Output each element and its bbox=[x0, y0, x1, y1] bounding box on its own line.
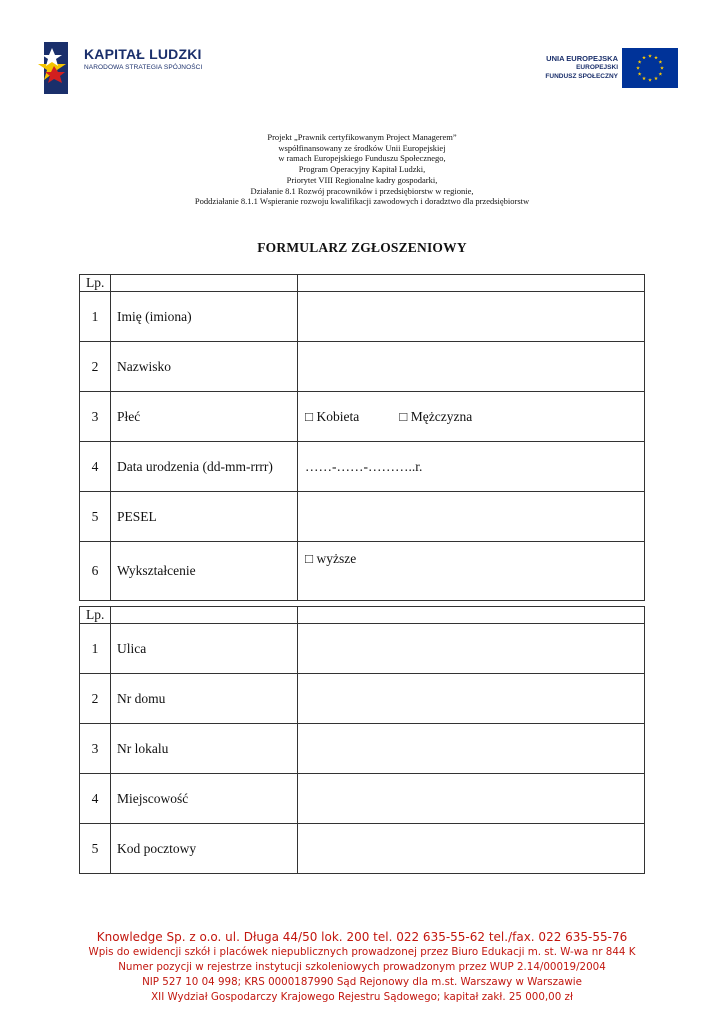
gender-female-checkbox[interactable]: □ Kobieta bbox=[305, 408, 360, 424]
table-row bbox=[80, 442, 645, 492]
eu-line-3: FUNDUSZ SPOŁECZNY bbox=[545, 73, 618, 80]
footer-line: XII Wydział Gospodarczy Krajowego Rejestru Sądowego; kapitał zakł. 25 000,00 zł bbox=[151, 991, 573, 1003]
first-name-field[interactable] bbox=[298, 292, 645, 342]
row-number: 3 bbox=[80, 724, 111, 774]
table-row bbox=[80, 342, 645, 392]
table-row bbox=[80, 824, 645, 874]
table-row bbox=[80, 774, 645, 824]
row-number: 6 bbox=[80, 542, 111, 601]
table-header-row bbox=[80, 607, 645, 624]
apartment-number-field[interactable] bbox=[298, 724, 645, 774]
table-row bbox=[80, 292, 645, 342]
kapital-ludzki-logo bbox=[38, 42, 208, 98]
project-description bbox=[0, 132, 724, 207]
row-label: Data urodzenia (dd-mm-rrrr) bbox=[111, 442, 298, 492]
kapital-ludzki-subtitle: NARODOWA STRATEGIA SPÓJNOŚCI bbox=[84, 64, 203, 71]
row-label: Płeć bbox=[111, 392, 298, 442]
street-field[interactable] bbox=[298, 624, 645, 674]
row-label: Ulica bbox=[111, 624, 298, 674]
row-number: 4 bbox=[80, 774, 111, 824]
table-header-row bbox=[80, 275, 645, 292]
table-row bbox=[80, 724, 645, 774]
postal-code-field[interactable] bbox=[298, 824, 645, 874]
eu-flag-icon bbox=[622, 48, 678, 88]
row-label: Wykształcenie bbox=[111, 542, 298, 601]
gender-field bbox=[298, 392, 645, 442]
header-cell bbox=[111, 607, 298, 624]
table-row bbox=[80, 674, 645, 724]
footer-line: Knowledge Sp. z o.o. ul. Długa 44/50 lok. 200 tel. 022 635-55-62 tel./fax. 022 635-55-76 bbox=[96, 930, 628, 944]
row-label: Nr domu bbox=[111, 674, 298, 724]
row-number: 2 bbox=[80, 674, 111, 724]
kapital-ludzki-title: KAPITAŁ LUDZKI bbox=[84, 46, 202, 62]
row-label: PESEL bbox=[111, 492, 298, 542]
table-row bbox=[80, 492, 645, 542]
birth-date-field[interactable]: ……-……-………..r. bbox=[298, 442, 645, 492]
form-title: FORMULARZ ZGŁOSZENIOWY bbox=[257, 240, 467, 255]
pesel-field[interactable] bbox=[298, 492, 645, 542]
footer bbox=[0, 929, 724, 1005]
project-line: współfinansowany ze środków Unii Europejskiej bbox=[278, 142, 446, 153]
personal-data-table bbox=[79, 274, 645, 601]
eu-logo-text bbox=[545, 54, 618, 81]
header-cell bbox=[111, 275, 298, 292]
table-row bbox=[80, 542, 645, 601]
row-number: 4 bbox=[80, 442, 111, 492]
row-label: Nazwisko bbox=[111, 342, 298, 392]
city-field[interactable] bbox=[298, 774, 645, 824]
row-label: Nr lokalu bbox=[111, 724, 298, 774]
footer-line: Wpis do ewidencji szkół i placówek niepublicznych prowadzonej przez Biuro Edukacji m. st. W-wa nr 844 K bbox=[88, 946, 636, 958]
table-row bbox=[80, 392, 645, 442]
lp-header: Lp. bbox=[80, 275, 111, 292]
table-row bbox=[80, 624, 645, 674]
eu-logo bbox=[530, 48, 680, 90]
footer-line: NIP 527 10 04 998; KRS 0000187990 Sąd Rejonowy dla m.st. Warszawy w Warszawie bbox=[142, 976, 582, 988]
eu-line-1: UNIA EUROPEJSKA bbox=[546, 54, 618, 63]
row-label: Kod pocztowy bbox=[111, 824, 298, 874]
education-higher-checkbox[interactable]: □ wyższe bbox=[298, 542, 645, 601]
row-number: 2 bbox=[80, 342, 111, 392]
row-number: 1 bbox=[80, 624, 111, 674]
eu-line-2: EUROPEJSKI bbox=[576, 64, 618, 71]
project-line: w ramach Europejskiego Funduszu Społecznego, bbox=[278, 153, 446, 164]
gender-male-checkbox[interactable]: □ Mężczyzna bbox=[399, 408, 473, 424]
house-number-field[interactable] bbox=[298, 674, 645, 724]
row-label: Imię (imiona) bbox=[111, 292, 298, 342]
header-cell bbox=[298, 275, 645, 292]
row-number: 5 bbox=[80, 492, 111, 542]
project-line: Projekt „Prawnik certyfikowanym Project Managerem” bbox=[267, 132, 457, 142]
project-line: Poddziałanie 8.1.1 Wspieranie rozwoju kwalifikacji zawodowych i doradztwo dla przedsiębiorstw bbox=[194, 196, 530, 207]
row-number: 3 bbox=[80, 392, 111, 442]
lp-header: Lp. bbox=[80, 607, 111, 624]
address-table bbox=[79, 606, 645, 874]
row-label: Miejscowość bbox=[111, 774, 298, 824]
row-number: 1 bbox=[80, 292, 111, 342]
footer-line: Numer pozycji w rejestrze instytucji szkoleniowych prowadzonym przez WUP 2.14/00019/2004 bbox=[118, 961, 606, 973]
project-line: Priorytet VIII Regionalne kadry gospodarki, bbox=[286, 174, 438, 185]
project-line: Program Operacyjny Kapitał Ludzki, bbox=[298, 164, 426, 175]
kapital-ludzki-emblem-icon bbox=[38, 42, 80, 98]
header-cell bbox=[298, 607, 645, 624]
row-number: 5 bbox=[80, 824, 111, 874]
last-name-field[interactable] bbox=[298, 342, 645, 392]
project-line: Działanie 8.1 Rozwój pracowników i przedsiębiorstw w regionie, bbox=[250, 185, 474, 196]
